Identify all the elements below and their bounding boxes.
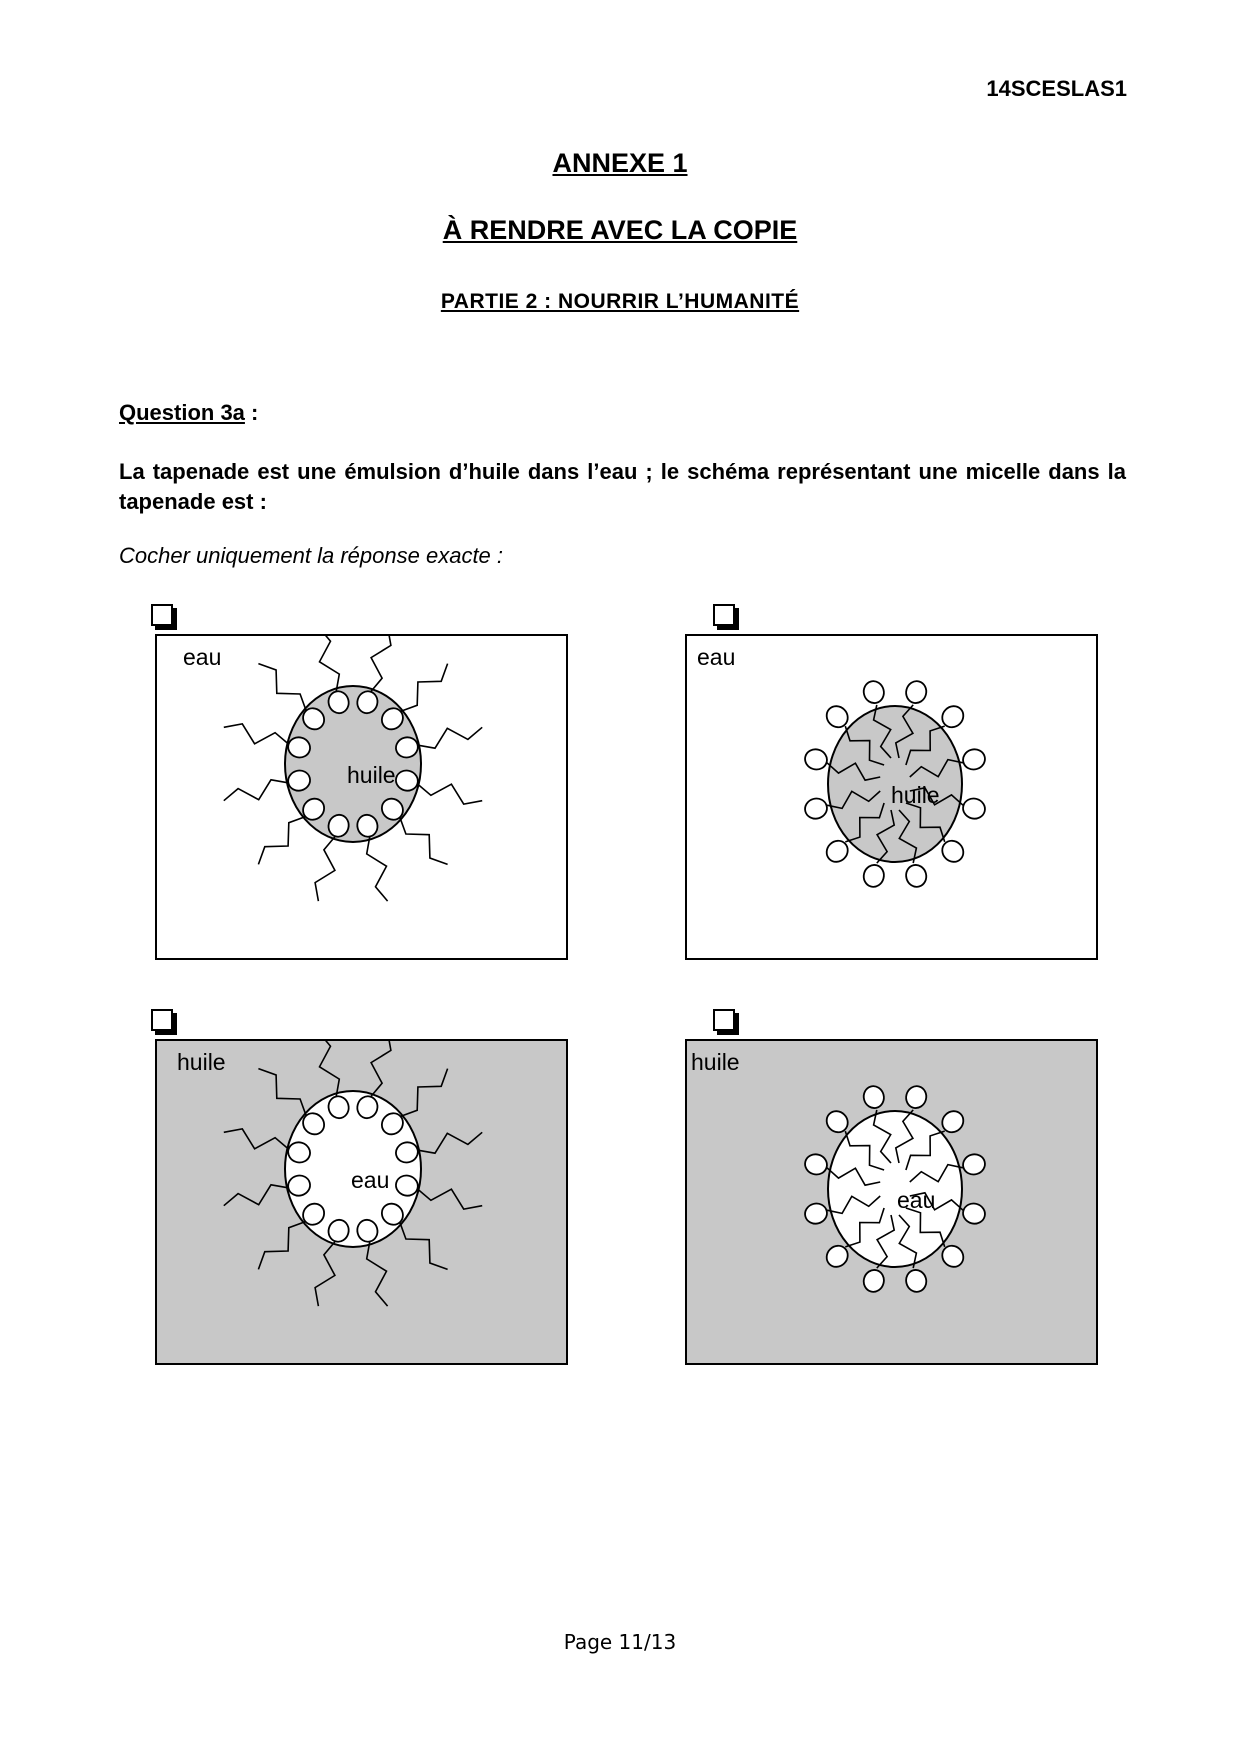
option-b-outer-label: eau <box>697 644 736 670</box>
option-c-checkbox[interactable] <box>151 1009 173 1031</box>
option-d-outer-label: huile <box>691 1049 740 1075</box>
option-d-diagram <box>685 1039 1098 1365</box>
option-c-inner-label: eau <box>351 1167 390 1193</box>
annexe-title: ANNEXE 1 <box>552 148 688 178</box>
option-a-checkbox[interactable] <box>151 604 173 626</box>
return-with-copy-title: À RENDRE AVEC LA COPIE <box>442 215 798 245</box>
page-number: Page 11/13 <box>563 1630 677 1654</box>
option-b-checkbox[interactable] <box>713 604 735 626</box>
option-d-svg <box>687 1041 1096 1363</box>
question-label <box>119 400 258 426</box>
option-c-diagram <box>155 1039 568 1365</box>
option-b-inner-label: huile <box>891 782 940 808</box>
part-title: PARTIE 2 : NOURRIR L’HUMANITÉ <box>440 290 800 313</box>
option-a-outer-label: eau <box>183 644 222 670</box>
option-d-inner-label: eau <box>897 1187 936 1213</box>
question-number: Question 3a <box>119 400 245 425</box>
option-c-svg <box>157 1041 566 1363</box>
instruction-text: Cocher uniquement la réponse exacte : <box>119 543 504 568</box>
option-a-diagram <box>155 634 568 960</box>
option-a-inner-label: huile <box>347 762 396 788</box>
option-a-svg <box>157 636 566 958</box>
question-colon: : <box>244 400 259 425</box>
question-text: La tapenade est une émulsion d’huile dans l’eau ; le schéma représentant une micelle dans la tapenade est : <box>119 459 1126 514</box>
micelle-core <box>828 1111 962 1267</box>
option-d-checkbox[interactable] <box>713 1009 735 1031</box>
option-c-outer-label: huile <box>177 1049 226 1075</box>
option-b-diagram <box>685 634 1098 960</box>
document-code: 14SCESLAS1 <box>986 76 1127 101</box>
